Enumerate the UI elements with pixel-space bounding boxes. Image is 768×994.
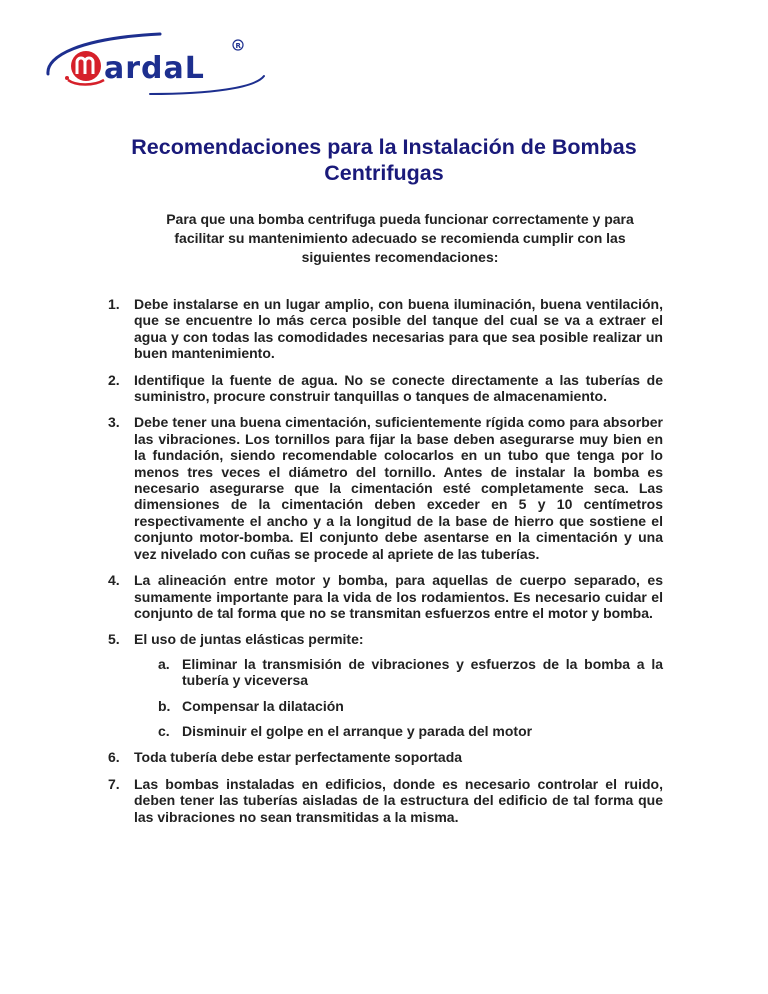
mardal-logo [40,28,270,98]
item-number: 3. [108,414,120,431]
sub-recommendations-list [134,656,663,740]
subitem-text: Disminuir el golpe en el arranque y parada del motor [182,722,533,739]
item-number: 1. [108,296,120,312]
recommendation-item [108,296,663,362]
item-text: Toda tubería debe estar perfectamente soportada [134,749,463,766]
item-number: 5. [108,631,120,648]
item-text: Las bombas instaladas en edificios, donde es necesario controlar el ruido, deben tener las tuberías aisladas de la estructura del edificio de tal forma que las vibraciones no sean transmitidas a la misma. [134,775,663,825]
item-number: 6. [108,749,120,766]
recommendation-item [108,776,663,825]
recommendation-item [108,414,663,562]
intro-line-3: siguientes recomendaciones: [301,249,499,265]
intro-paragraph [140,210,660,267]
svg-text:ardaL: ardaL [104,51,205,86]
recommendation-item [108,631,663,739]
item-text: Identifique la fuente de agua. No se conecte directamente a las tuberías de suministro, procure construir tanquillas o tanques de almacenamiento. [134,371,663,405]
recommendation-item [108,749,663,765]
sub-recommendation-item [158,698,663,714]
recommendation-item [108,572,663,621]
subitem-text: Eliminar la transmisión de vibraciones y esfuerzos de la bomba a la tubería y viceversa [182,655,663,689]
document-title [0,134,768,186]
title-line-1: Recomendaciones para la Instalación de Bombas [131,135,637,159]
subitem-letter: a. [158,655,170,672]
item-number: 2. [108,371,120,388]
title-line-2: Centrifugas [324,161,444,185]
sub-recommendation-item [158,723,663,739]
intro-line-2: facilitar su mantenimiento adecuado se recomienda cumplir con las [174,230,626,246]
item-text: Debe tener una buena cimentación, suficientemente rígida como para absorber las vibraciones. Los tornillos para fijar la base deben asegurarse muy bien en la fundación, siendo recomendable colocarlos en un tubo que tenga por lo menos tres veces el diámetro del tornillo. Antes de instalar la bomba es necesario asegurarse que la cimentación esté completamente seca. Las dimensiones de la cimentación deben exceder en 5 y 10 centímetros respectivamente el ancho y a la longitud de la base de hierro que sostiene el conjunto motor-bomba. El conjunto debe asentarse en la cimentación y una vez nivelado con cuñas se procede al apriete de las tuberías. [134,414,663,562]
recommendation-item [108,372,663,405]
subitem-letter: b. [158,697,171,714]
item-text: Debe instalarse en un lugar amplio, con buena iluminación, buena ventilación, que se encuentre lo más cerca posible del tanque del cual se va a extraer el agua y con todas las comodidades necesarias para que sea posible realizar un buen mantenimiento. [134,296,663,362]
intro-line-1: Para que una bomba centrifuga pueda funcionar correctamente y para [166,211,634,227]
svg-text:R: R [235,42,241,50]
item-number: 4. [108,572,120,589]
recommendations-list [108,296,663,835]
item-text: La alineación entre motor y bomba, para aquellas de cuerpo separado, es sumamente importante para la vida de los rodamientos. Es necesario cuidar el conjunto de tal forma que no se transmitan esfuerzos entre el motor y bomba. [134,572,663,621]
subitem-text: Compensar la dilatación [182,697,344,714]
mardal-logo-icon [40,28,270,98]
item-number: 7. [108,775,120,792]
item-text: El uso de juntas elásticas permite: [134,631,364,648]
sub-recommendation-item [158,656,663,689]
subitem-letter: c. [158,722,170,739]
